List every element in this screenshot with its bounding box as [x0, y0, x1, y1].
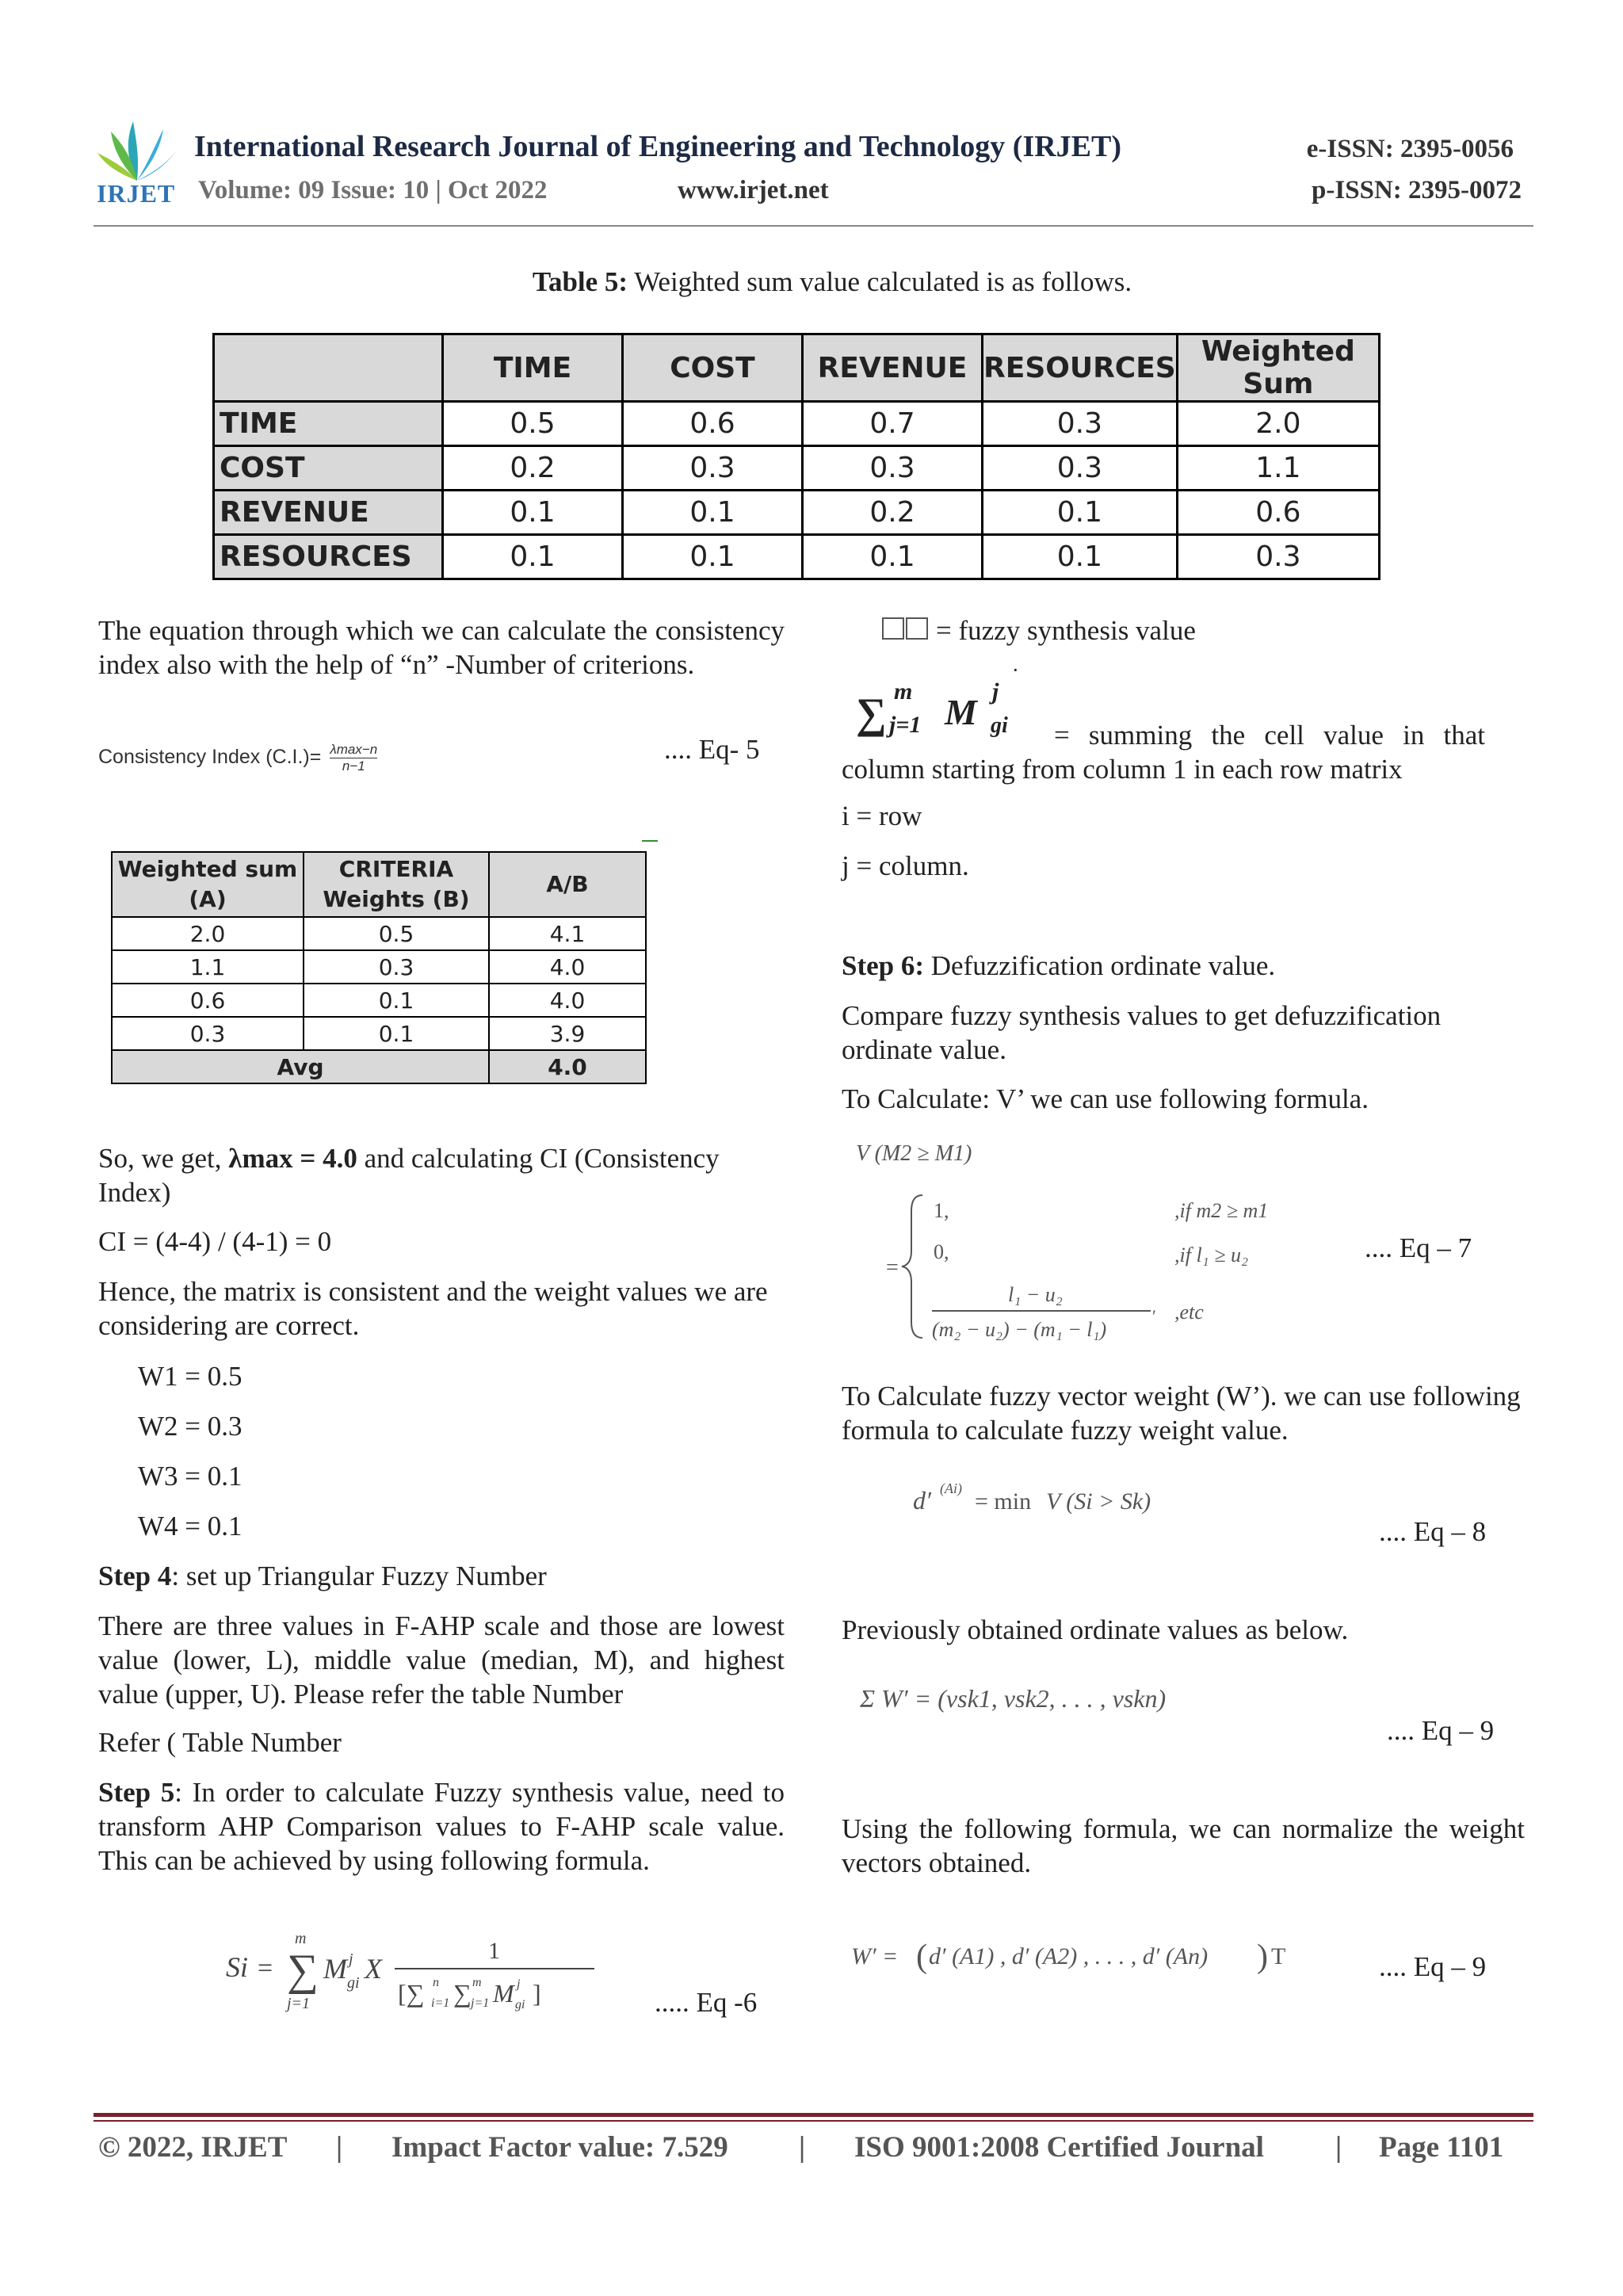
svg-text:V (M2 ≥ M1): V (M2 ≥ M1)	[856, 1141, 972, 1166]
svg-text:M: M	[493, 1979, 514, 2008]
footer-iso: ISO 9001:2008 Certified Journal	[854, 2131, 1264, 2164]
calc-w-paragraph: To Calculate fuzzy vector weight (W’). we can use following formula to calculate fuzzy weight value.	[842, 1381, 1521, 1446]
svg-text:·: ·	[1013, 663, 1018, 679]
fahp-paragraph: There are three values in F-AHP scale and those are lowest value (lower, L), middle value (median, M), and highest value (upper, U). Please refer the table Number	[98, 1610, 785, 1710]
footer-sep: |	[799, 2131, 806, 2164]
svg-text:W′ =: W′ =	[851, 1943, 899, 1969]
svg-text:]: ]	[533, 1979, 541, 2008]
svg-text:1: 1	[488, 1938, 500, 1964]
eq8-formula	[903, 1476, 1220, 1523]
fuzzy-def: = fuzzy synthesis value	[882, 613, 1196, 648]
step5-paragraph: Step 5: In order to calculate Fuzzy synthesis value, need to transform AHP Comparison values to F-AHP scale value. This can be achieved by using following formula.	[98, 1777, 785, 1876]
eq9a-formula	[856, 1674, 1220, 1721]
svg-text:,etc: ,etc	[1174, 1301, 1204, 1324]
table-row: 0.6 0.1 4.0	[112, 984, 646, 1017]
i-def: i = row	[842, 800, 922, 831]
weight-w1: W1 = 0.5	[138, 1361, 242, 1392]
svg-text:n: n	[433, 1976, 439, 1989]
svg-text:l₁ − u₂: l₁ − u₂	[1008, 1283, 1063, 1306]
svg-text:,if m2 ≥ m1: ,if m2 ≥ m1	[1174, 1199, 1269, 1222]
consistency-paragraph: The equation through which we can calculate the consistency index also with the help of “n” -Number of criterions.	[98, 615, 785, 680]
svg-text:m: m	[894, 678, 913, 705]
svg-text:j=1: j=1	[287, 1995, 311, 2012]
svg-text:Σ W′ = (vsk1, vsk2, . . . , vs: Σ W′ = (vsk1, vsk2, . . . , vskn)	[860, 1684, 1167, 1713]
svg-text:[∑: [∑	[398, 1979, 425, 2008]
footer-page: Page 1101	[1379, 2131, 1504, 2164]
table-row: REVENUE 0.1 0.1 0.2 0.1 0.6	[214, 491, 1380, 535]
table-row: COST 0.2 0.3 0.3 0.3 1.1	[214, 446, 1380, 491]
svg-text:j=1: j=1	[471, 1996, 490, 2010]
svg-text:(Ai): (Ai)	[940, 1480, 962, 1496]
svg-text:∑: ∑	[287, 1946, 319, 1995]
svg-text:=: =	[886, 1255, 899, 1280]
footer-copyright: © 2022, IRJET	[98, 2131, 288, 2164]
lambda-paragraph: So, we get, λmax = 4.0 and calculating CI (Consistency Index)	[98, 1143, 720, 1208]
svg-text:d′: d′	[913, 1486, 931, 1515]
volume-issue: Volume: 09 Issue: 10 | Oct 2022	[198, 176, 548, 204]
svg-text:gi: gi	[515, 1998, 525, 2011]
p-issn: p-ISSN: 2395-0072	[1312, 176, 1522, 204]
header-divider	[94, 225, 1533, 227]
previous-values-text: Previously obtained ordinate values as below.	[842, 1614, 1349, 1645]
svg-text:M: M	[323, 1953, 347, 1985]
svg-text:=: =	[258, 1954, 273, 1983]
refer-text: Refer ( Table Number	[98, 1727, 342, 1758]
table5-caption: Table 5: Weighted sum value calculated is as follows.	[532, 266, 1132, 297]
table-row: 2.0 0.5 4.1	[112, 917, 646, 950]
svg-text:V (Si > Sk): V (Si > Sk)	[1046, 1488, 1151, 1515]
svg-text:= min: = min	[975, 1488, 1032, 1515]
svg-text:m: m	[472, 1976, 482, 1989]
svg-text:(m₂ − u₂) − (m₁ − l₁): (m₂ − u₂) − (m₁ − l₁)	[932, 1318, 1107, 1341]
eq9b-formula	[845, 1932, 1320, 1988]
weight-w3: W3 = 0.1	[138, 1461, 242, 1492]
footer-sep: |	[1335, 2131, 1342, 2164]
table-header-row: TIME COST REVENUE RESOURCES Weighted Sum	[214, 334, 1380, 402]
ci-formula: Consistency Index (C.I.)= λmax−n n−1	[98, 742, 378, 774]
table-row: 0.3 0.1 3.9	[112, 1017, 646, 1050]
svg-text:d′ (A1) , d′ (A2) , . . . , d′: d′ (A1) , d′ (A2) , . . . , d′ (An)	[929, 1943, 1209, 1969]
svg-text:Si: Si	[226, 1951, 249, 1983]
svg-text:′: ′	[1152, 1306, 1156, 1326]
eq8-label: .... Eq – 8	[1379, 1516, 1487, 1547]
svg-text:1,: 1,	[934, 1199, 949, 1222]
ci-calculation: CI = (4-4) / (4-1) = 0	[98, 1226, 332, 1257]
eq9a-label: .... Eq – 9	[1387, 1715, 1495, 1746]
eq6-formula	[222, 1923, 602, 2018]
weight-w4: W4 = 0.1	[138, 1511, 242, 1541]
svg-text:X: X	[365, 1953, 382, 1985]
sum-def: = summing the cell value in that column starting from column 1 in each row matrix	[842, 720, 1485, 785]
logo-text: IRJET	[97, 179, 176, 208]
svg-text:): )	[1257, 1939, 1268, 1975]
svg-text:m: m	[295, 1930, 307, 1947]
footer-divider-thin	[94, 2120, 1533, 2122]
eq9b-label: .... Eq – 9	[1379, 1951, 1487, 1982]
svg-text:j: j	[517, 1977, 521, 1991]
compare-paragraph: Compare fuzzy synthesis values to get defuzzification ordinate value.	[842, 1000, 1442, 1065]
svg-text:i=1: i=1	[431, 1996, 450, 2010]
table-row: TIME 0.5 0.6 0.7 0.3 2.0	[214, 402, 1380, 446]
svg-text:∑: ∑	[856, 690, 887, 737]
svg-text:gi: gi	[991, 713, 1008, 738]
e-issn: e-ISSN: 2395-0056	[1306, 135, 1514, 163]
svg-text:j: j	[349, 1950, 353, 1968]
step6-heading: Step 6: Defuzzification ordinate value.	[842, 950, 1276, 981]
journal-title: International Research Journal of Engineering and Technology (IRJET)	[194, 130, 1122, 163]
footer-impact: Impact Factor value: 7.529	[391, 2131, 728, 2164]
avg-row: Avg 4.0	[112, 1050, 646, 1083]
svg-text:j=1: j=1	[889, 712, 922, 738]
hence-paragraph: Hence, the matrix is consistent and the weight values we are considering are correct.	[98, 1276, 768, 1341]
svg-text:j: j	[992, 678, 999, 705]
svg-text:T: T	[1271, 1943, 1286, 1969]
svg-text:gi: gi	[347, 1974, 360, 1992]
svg-text:M: M	[945, 692, 977, 732]
weight-w2: W2 = 0.3	[138, 1411, 242, 1442]
svg-text:,if l₁ ≥ u₂: ,if l₁ ≥ u₂	[1174, 1244, 1249, 1266]
eq6-label: ..... Eq -6	[655, 1987, 758, 2018]
svg-text:∑: ∑	[453, 1979, 472, 2008]
table-row: RESOURCES 0.1 0.1 0.1 0.1 0.3	[214, 535, 1380, 579]
website[interactable]: www.irjet.net	[678, 176, 829, 204]
footer-divider-thick	[94, 2113, 1533, 2117]
eq7-label: .... Eq – 7	[1365, 1232, 1472, 1263]
table5	[212, 333, 1381, 580]
svg-text:(: (	[916, 1939, 927, 1975]
step4-heading: Step 4: set up Triangular Fuzzy Number	[98, 1561, 547, 1591]
j-def: j = column.	[842, 850, 969, 881]
table6	[111, 851, 647, 1084]
svg-text:0,: 0,	[934, 1240, 949, 1263]
calc-v-text: To Calculate: V’ we can use following formula.	[842, 1083, 1369, 1114]
eq7-formula	[850, 1132, 1341, 1354]
eq5-label: .... Eq- 5	[664, 734, 760, 765]
normalize-paragraph: Using the following formula, we can normalize the weight vectors obtained.	[842, 1813, 1525, 1878]
table-row: 1.1 0.3 4.0	[112, 950, 646, 984]
table-header-row: Weighted sum (A) CRITERIA Weights (B) A/B	[112, 852, 646, 917]
footer-sep: |	[336, 2131, 343, 2164]
